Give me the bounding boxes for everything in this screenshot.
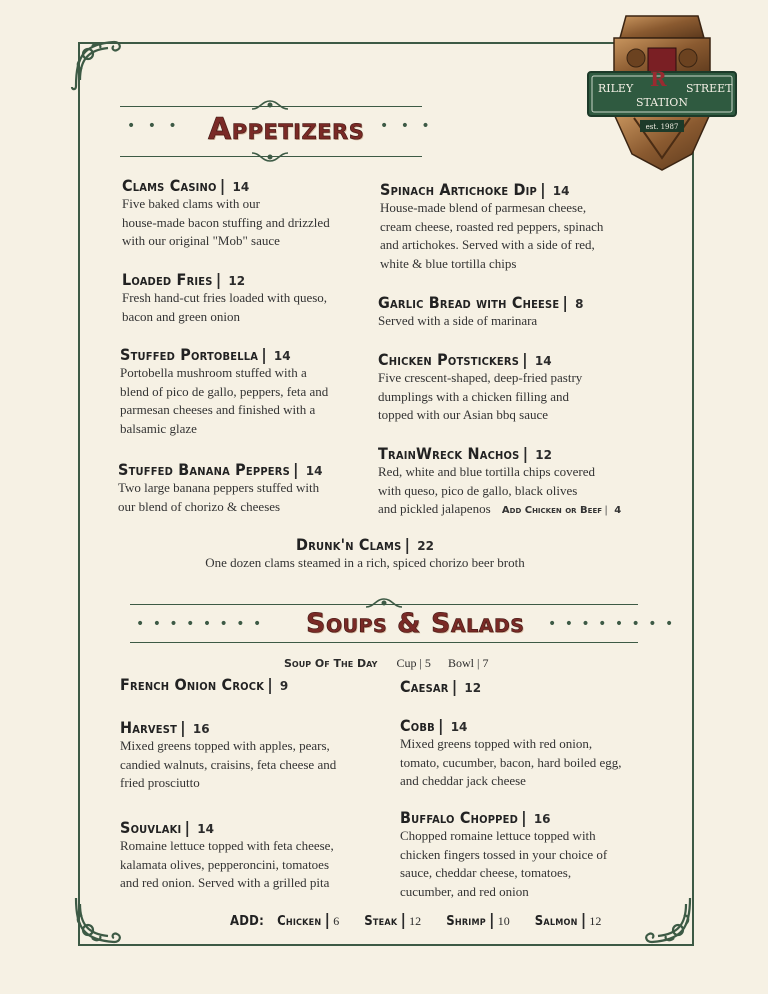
svg-text:R: R <box>650 67 667 91</box>
menu-item-harvest: Harvest | 16 Mixed greens topped with apples, pears, candied walnuts, craisins, feta cheese and fried prosciutto <box>120 718 336 793</box>
menu-item-french-onion-crock: French Onion Crock | 9 <box>120 675 289 694</box>
menu-item-souvlaki: Souvlaki | 14 Romaine lettuce topped with feta cheese, kalamata olives, pepperoncini, tomatoes and red onion. Served with a grilled pita <box>120 818 334 893</box>
item-desc-line: white & blue tortilla chips <box>380 255 517 271</box>
item-desc-line: Portobella mushroom stuffed with a <box>120 365 307 380</box>
item-price: 12 <box>464 681 482 695</box>
riley-street-station-logo <box>584 14 740 172</box>
bowl-price: 7 <box>482 656 489 670</box>
item-price: 14 <box>450 720 468 734</box>
item-desc-line: cream cheese, roasted red peppers, spinach <box>380 218 604 234</box>
item-price: 14 <box>197 822 214 836</box>
item-name: Stuffed Portobella <box>120 345 259 364</box>
flourish-icon <box>364 594 404 606</box>
item-desc-line: parmesan cheeses and finished with a <box>120 402 316 417</box>
menu-item-caesar: Caesar | 12 <box>400 677 482 696</box>
item-name: Harvest <box>120 718 178 737</box>
menu-item-trainwreck-nachos: TrainWreck Nachos | 12 Red, white and blue tortilla chips covered with queso, pico de gallo, black olives and pickled jalapenos Add Chicken or Beef | 4 <box>378 444 621 521</box>
item-desc-line: Five baked clams with our <box>122 196 260 211</box>
add-option-price: 10 <box>497 914 510 928</box>
item-desc-line: and red onion. Served with a grilled pita <box>120 875 330 890</box>
soup-of-the-day: Soup Of The Day Cup | 5 Bowl | 7 <box>284 656 489 670</box>
menu-item-garlic-bread: Garlic Bread with Cheese | 8 Served with a side of marinara <box>378 293 583 331</box>
item-desc-line: chicken fingers tossed in your choice of <box>400 846 608 862</box>
item-price: 16 <box>192 722 210 736</box>
item-price: 14 <box>232 180 250 194</box>
divider <box>130 642 638 643</box>
addon-price: 4 <box>614 505 622 516</box>
menu-item-spinach-artichoke-dip: Spinach Artichoke Dip | 14 House-made blend of parmesan cheese, cream cheese, roasted red peppers, spinach and artichokes. Served with a side of red, white & blue tortilla chips <box>380 180 603 273</box>
item-price: 16 <box>533 812 551 826</box>
item-desc-line: Chopped romaine lettuce topped with <box>400 828 596 843</box>
soup-of-day-label: Soup Of The Day <box>284 657 378 670</box>
add-option-name: Salmon <box>534 914 578 929</box>
item-desc-line: Served with a side of marinara <box>378 313 538 328</box>
add-option-name: Shrimp <box>446 914 486 929</box>
item-price: 12 <box>228 274 246 288</box>
section-title-soups-salads: Soups & Salads <box>306 608 525 639</box>
dots-decoration: • • • • • • • • <box>548 616 676 632</box>
item-name: Buffalo Chopped <box>400 808 518 827</box>
section-title-appetizers: Appetizers <box>208 112 365 147</box>
item-price: 14 <box>552 184 570 198</box>
add-option-name: Steak <box>364 914 398 929</box>
logo-word-street: STREET <box>686 82 733 95</box>
menu-item-cobb: Cobb | 14 Mixed greens topped with red onion, tomato, cucumber, bacon, hard boiled egg, and cheddar jack cheese <box>400 716 622 791</box>
item-desc-line: with queso, pico de gallo, black olives <box>378 482 578 498</box>
item-desc-line: balsamic glaze <box>120 420 197 436</box>
item-name: French Onion Crock <box>120 675 265 694</box>
addon-label: Add Chicken or Beef <box>501 505 603 516</box>
corner-ornament-icon <box>70 892 126 948</box>
item-name: Spinach Artichoke Dip <box>380 180 537 199</box>
item-desc-line: and artichokes. Served with a side of red, <box>380 237 595 252</box>
dots-decoration: • • • <box>127 118 181 134</box>
corner-ornament-icon <box>640 892 696 948</box>
item-price: 9 <box>279 679 289 693</box>
item-desc-line: bacon and green onion <box>122 308 241 324</box>
item-price: 22 <box>417 539 434 553</box>
item-desc-line: Two large banana peppers stuffed with <box>118 480 320 495</box>
corner-ornament-icon <box>70 36 126 92</box>
item-desc-line: kalamata olives, pepperoncini, tomatoes <box>120 856 330 872</box>
item-price: 14 <box>534 354 552 368</box>
flourish-icon <box>250 154 290 166</box>
item-desc-line: Romaine lettuce topped with feta cheese, <box>120 838 334 853</box>
item-name: Chicken Potstickers <box>378 350 520 369</box>
item-desc-line: Red, white and blue tortilla chips covered <box>378 464 595 479</box>
item-desc-line: House-made blend of parmesan cheese, <box>380 200 587 215</box>
item-desc-line: One dozen clams steamed in a rich, spiced chorizo beer broth <box>205 555 525 570</box>
item-name: Cobb <box>400 716 435 735</box>
logo-word-riley: RILEY <box>598 82 634 95</box>
menu-item-buffalo-chopped: Buffalo Chopped | 16 Chopped romaine lettuce topped with chicken fingers tossed in your choice of sauce, cheddar cheese, tomatoes, cucumber, and red onion <box>400 808 607 901</box>
item-desc-line: house-made bacon stuffing and drizzled <box>122 214 330 230</box>
bowl-label: Bowl <box>448 656 475 670</box>
item-desc-line: and pickled jalapenos Add Chicken or Beef | 4 <box>378 501 622 516</box>
menu-item-stuffed-portobella: Stuffed Portobella | 14 Portobella mushroom stuffed with a blend of pico de gallo, peppers, feta and parmesan cheeses and finished with a balsamic glaze <box>120 345 328 438</box>
item-desc-line: topped with our Asian bbq sauce <box>378 407 549 422</box>
add-protein-line: ADD: Chicken | 6 Steak | 12 Shrimp | 10 Salmon | 12 <box>230 910 602 929</box>
item-desc-line: Five crescent-shaped, deep-fried pastry <box>378 370 583 385</box>
item-desc-line: with our original "Mob" sauce <box>122 233 280 248</box>
menu-item-clams-casino: Clams Casino | 14 Five baked clams with our house-made bacon stuffing and drizzled with our original "Mob" sauce <box>122 176 330 251</box>
item-desc-text: and pickled jalapenos <box>378 501 491 516</box>
item-name: Souvlaki <box>120 818 182 837</box>
add-option-name: Chicken <box>277 914 322 929</box>
item-name: Garlic Bread with Cheese <box>378 293 560 312</box>
item-desc-line: Mixed greens topped with apples, pears, <box>120 738 330 753</box>
dots-decoration: • • • • • • • • <box>136 616 264 632</box>
menu-item-chicken-potstickers: Chicken Potstickers | 14 Five crescent-shaped, deep-fried pastry dumplings with a chicken filling and topped with our Asian bbq sauce <box>378 350 582 425</box>
dots-decoration: • • • <box>380 118 434 134</box>
logo-established: est. 1987 <box>645 123 679 131</box>
item-desc-line: Fresh hand-cut fries loaded with queso, <box>122 290 328 305</box>
item-name: Loaded Fries <box>122 270 213 289</box>
cup-price: 5 <box>424 656 431 670</box>
add-option-price: 6 <box>333 914 340 928</box>
menu-item-drunkn-clams: Drunk'n Clams | 22 One dozen clams steamed in a rich, spiced chorizo beer broth <box>120 535 610 573</box>
item-price: 12 <box>535 448 552 462</box>
add-option-price: 12 <box>409 914 422 928</box>
menu-item-stuffed-banana-peppers: Stuffed Banana Peppers | 14 Two large banana peppers stuffed with our blend of chorizo & cheeses <box>118 460 322 516</box>
item-desc-line: Mixed greens topped with red onion, <box>400 736 593 751</box>
item-desc-line: dumplings with a chicken filling and <box>378 388 569 404</box>
item-name: Caesar <box>400 677 449 696</box>
logo-word-station: STATION <box>636 96 688 109</box>
menu-item-loaded-fries: Loaded Fries | 12 Fresh hand-cut fries loaded with queso, bacon and green onion <box>122 270 327 326</box>
item-price: 14 <box>305 464 323 478</box>
item-price: 14 <box>273 349 291 363</box>
item-desc-line: candied walnuts, craisins, feta cheese and <box>120 756 337 772</box>
item-name: Drunk'n Clams <box>296 535 402 554</box>
item-price: 8 <box>575 297 584 311</box>
item-desc-line: blend of pico de gallo, peppers, feta and <box>120 383 329 399</box>
item-name: Clams Casino <box>122 176 217 195</box>
item-name: Stuffed Banana Peppers <box>118 460 290 479</box>
cup-label: Cup <box>396 656 417 670</box>
flourish-icon <box>250 96 290 108</box>
item-desc-line: tomato, cucumber, bacon, hard boiled egg, <box>400 754 622 770</box>
item-name: TrainWreck Nachos <box>378 444 520 463</box>
item-desc-line: our blend of chorizo & cheeses <box>118 498 281 514</box>
item-desc-line: and cheddar jack cheese <box>400 773 526 788</box>
add-label: ADD: <box>230 914 264 929</box>
add-option-price: 12 <box>589 914 602 928</box>
item-desc-line: sauce, cheddar cheese, tomatoes, <box>400 865 572 880</box>
item-desc-line: fried prosciutto <box>120 775 200 790</box>
item-desc-line: cucumber, and red onion <box>400 883 529 899</box>
